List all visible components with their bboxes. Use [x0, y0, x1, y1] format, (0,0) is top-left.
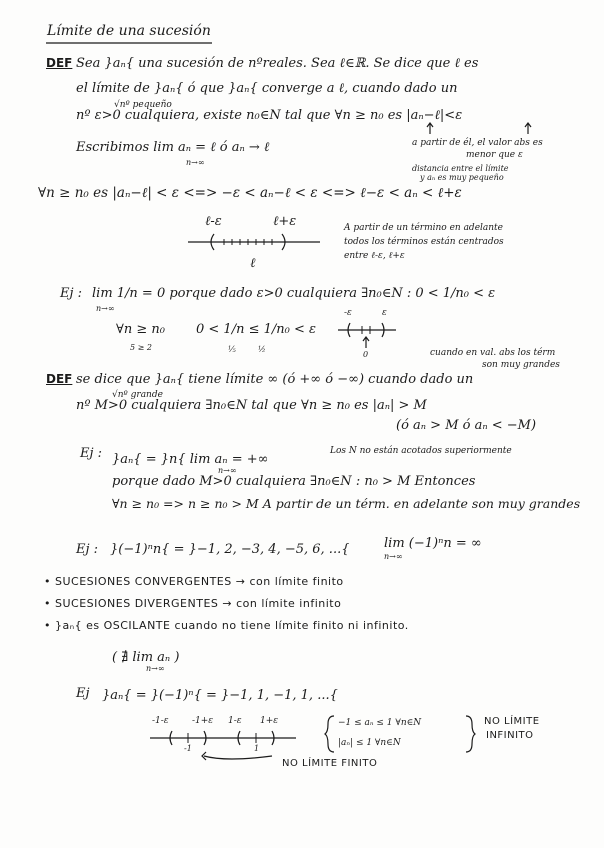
ex4-fig-bottom-2: 1	[254, 744, 260, 753]
ex2-line3: ∀n ≥ n₀ => n ≥ n₀ > M A partir de un térm. en adelante son muy grandes	[112, 496, 581, 511]
bullet-oscillating: • }aₙ{ es OSCILANTE cuando no tiene límite finito ni infinito.	[44, 619, 409, 632]
ex1-sub-c: ½	[258, 345, 266, 354]
def2-line3: (ó aₙ > M ó aₙ < −M)	[396, 418, 537, 433]
ex4-cond1: −1 ≤ aₙ ≤ 1 ∀n∈N	[338, 718, 422, 728]
dist-note1: distancia entre el límite	[412, 164, 509, 173]
interval-center-label: ℓ	[250, 256, 256, 271]
def1-line1: Sea }aₙ{ una sucesión de nºreales. Sea ℓ∈ℝ. Se dice que ℓ es	[76, 56, 479, 71]
ex1-number-line	[336, 320, 398, 352]
ex1-line2a: ∀n ≥ n₀	[116, 322, 165, 337]
ex3-tag: Ej :	[76, 542, 99, 557]
ex4-cond2: |aₙ| ≤ 1 ∀n∈N	[338, 738, 401, 748]
def1-line3: nº ε>0 cualquiera, existe n₀∈N tal que ∀n ≥ n₀ es |aₙ−ℓ|<ε	[76, 108, 463, 123]
interval-note-1: A partir de un término en adelante	[344, 223, 504, 233]
def2-top-note1: cuando en val. abs los térm	[430, 348, 556, 358]
ex4-fig-label-1: -1-ε	[152, 716, 169, 726]
def2-top-note2: son muy grandes	[482, 360, 560, 370]
ex3-line1: }(−1)ⁿn{ = }−1, 2, −3, 4, −5, 6, ...{	[110, 542, 350, 557]
ex1-sub-a: 5 ≥ 2	[130, 343, 152, 352]
page-title: Límite de una sucesión	[47, 23, 211, 39]
ex4-right-label2: INFINITO	[486, 730, 534, 741]
ex4-fig-label-3: 1-ε	[228, 716, 242, 726]
ex1-line2b: 0 < 1/n ≤ 1/n₀ < ε	[196, 322, 316, 337]
ex1-sub-b: ⅕	[228, 345, 236, 354]
def1-line2: el límite de }aₙ{ ó que }aₙ{ converge a ℓ, cuando dado un	[76, 81, 458, 96]
ex1-lim-sub: n→∞	[96, 304, 115, 313]
ex2-lim-sub: n→∞	[218, 466, 237, 475]
ex3-lim: lim (−1)ⁿn = ∞	[384, 536, 482, 551]
ex4-line1: }aₙ{ = }(−1)ⁿ{ = }−1, 1, −1, 1, ...{	[102, 688, 338, 703]
left-brace-icon	[324, 714, 336, 754]
arrow-note2: menor que ε	[466, 150, 523, 160]
lim-subscript: n→∞	[186, 158, 205, 167]
ex2-line1: }aₙ{ = }n{ lim aₙ = +∞	[112, 452, 269, 467]
ex4-fig-label-4: 1+ε	[260, 716, 279, 726]
arrow-up-icon	[420, 122, 540, 136]
def1-small-note: √nº pequeño	[114, 100, 172, 110]
ex4-right-label1: NO LÍMITE	[484, 716, 540, 727]
equivalence-line: ∀n ≥ n₀ es |aₙ−ℓ| < ε <=> −ε < aₙ−ℓ < ε <=> ℓ−ε < aₙ < ℓ+ε	[38, 185, 462, 201]
def2-small-note: √nº grande	[112, 390, 163, 400]
arrow-note1: a partir de él, el valor abs es	[412, 138, 543, 148]
ex2-line2: porque dado M>0 cualquiera ∃n₀∈N : n₀ > M Entonces	[112, 474, 476, 489]
interval-number-line	[186, 230, 322, 252]
osc-sub: n→∞	[146, 664, 165, 673]
interval-left-label: ℓ-ε	[205, 214, 222, 229]
title-underline	[44, 41, 216, 45]
bullet-convergent: • SUCESIONES CONVERGENTES → con límite finito	[44, 575, 344, 588]
osc-note: ( ∄ lim aₙ )	[112, 650, 180, 665]
def2-tag: DEF	[46, 372, 73, 386]
ex4-fig-bottom-1: -1	[184, 744, 192, 753]
ex4-bottom-label: NO LÍMITE FINITO	[282, 758, 378, 769]
def-tag: DEF	[46, 56, 73, 70]
right-brace-icon	[464, 714, 476, 754]
ex4-tag: Ej	[76, 686, 90, 701]
interval-note-3: entre ℓ-ε, ℓ+ε	[344, 251, 405, 261]
dist-note2: y aₙ es muy pequeño	[420, 173, 504, 182]
ex1-tag: Ej :	[60, 286, 83, 301]
ex1-fig-right: ε	[382, 308, 387, 318]
def2-line2: nº M>0 cualquiera ∃n₀∈N tal que ∀n ≥ n₀ es |aₙ| > M	[76, 398, 427, 413]
interval-note-2: todos los términos están centrados	[344, 237, 504, 247]
def2-line1: se dice que }aₙ{ tiene límite ∞ (ó +∞ ó −∞) cuando dado un	[76, 372, 474, 387]
bullet-divergent: • SUCESIONES DIVERGENTES → con límite infinito	[44, 597, 342, 610]
ex1-fig-left: -ε	[344, 308, 352, 318]
interval-right-label: ℓ+ε	[273, 214, 297, 229]
def1-write-line: Escribimos lim aₙ = ℓ ó aₙ → ℓ	[76, 140, 270, 155]
ex4-fig-label-2: -1+ε	[192, 716, 214, 726]
ex2-tag: Ej :	[80, 446, 103, 461]
ex3-lim-sub: n→∞	[384, 552, 403, 561]
ex2-note: Los N no están acotados superiormente	[330, 446, 512, 456]
ex1-fig-zero: 0	[363, 350, 369, 359]
ex1-line1: lim 1/n = 0 porque dado ε>0 cualquiera ∃n₀∈N : 0 < 1/n₀ < ε	[92, 286, 496, 301]
ex4-number-line	[146, 726, 300, 766]
